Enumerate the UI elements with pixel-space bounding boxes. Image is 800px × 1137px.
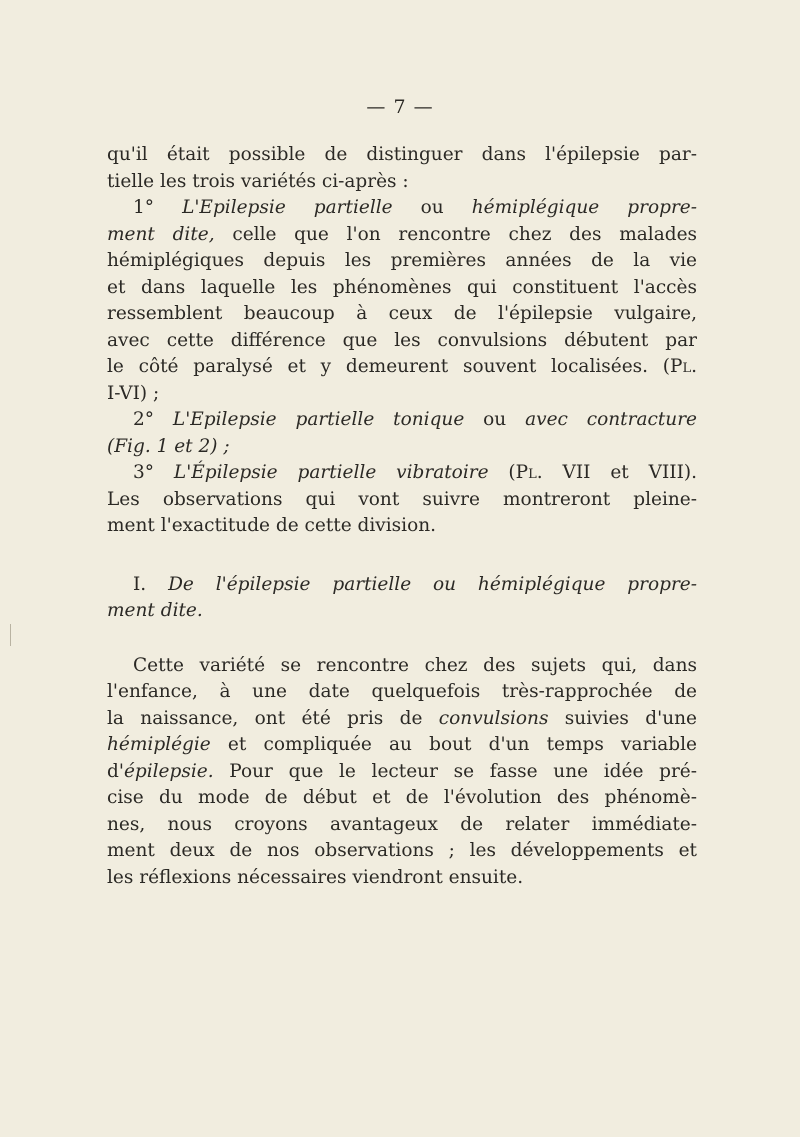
- text-span: ou: [464, 409, 526, 430]
- list-item-1: [107, 195, 697, 222]
- item-number: 2°: [133, 409, 173, 430]
- text-span: le côté paralysé et y demeurent souvent localisées. (: [107, 356, 671, 377]
- section-title: ment dite.: [107, 600, 203, 621]
- text-line: hémiplégiques depuis les premières années de la vie: [107, 250, 697, 271]
- italic-term: convulsions: [438, 707, 549, 729]
- item-number: 3°: [133, 462, 174, 483]
- text-line: [107, 706, 697, 733]
- text-span: suivies d'une: [548, 707, 697, 729]
- text-span: Pour que le lecteur se fasse une idée pré-: [213, 760, 697, 782]
- italic-term: L'Epilepsie partielle: [182, 197, 393, 218]
- text-line: et dans laquelle les phénomènes qui constituent l'accès: [107, 276, 697, 298]
- text-line: les réflexions nécessaires viendront ensuite.: [107, 866, 524, 888]
- plate-ref: Pl.: [515, 462, 543, 483]
- text-span: ou: [392, 197, 472, 218]
- text-span: VII et VIII).: [542, 462, 697, 483]
- text-line: I-VI) ;: [107, 382, 160, 404]
- section-number: I.: [133, 573, 169, 595]
- list-item-3: [107, 460, 697, 487]
- item-number: 1°: [133, 197, 183, 218]
- text-span: d': [107, 760, 124, 782]
- text-span: celle que l'on rencontre chez des malades: [214, 223, 698, 245]
- text-line: Cette variété se rencontre chez des sujets qui, dans: [133, 654, 697, 676]
- figure-ref: (Fig. 1 et 2) ;: [107, 435, 230, 457]
- italic-term: L'Epilepsie partielle tonique: [172, 409, 465, 430]
- italic-term: épilepsie.: [123, 760, 214, 782]
- text-line: tielle les trois variétés ci-après :: [107, 170, 409, 192]
- section-heading: [107, 572, 697, 599]
- text-line: l'enfance, à une date quelquefois très-rapprochée de: [107, 681, 697, 702]
- text-line: qu'il était possible de distinguer dans l'épilepsie par-: [107, 144, 697, 165]
- text-line: ment l'exactitude de cette division.: [107, 515, 437, 536]
- text-line: ressemblent beaucoup à ceux de l'épilepsie vulgaire,: [107, 303, 697, 324]
- text-line: [107, 222, 697, 249]
- text-line: [107, 354, 697, 381]
- section-heading-cont: [107, 598, 697, 625]
- text-span: et compliquée au bout d'un temps variable: [210, 734, 697, 755]
- plate-ref: Pl.: [670, 356, 697, 377]
- text-span: la naissance, ont été pris de: [107, 707, 439, 729]
- text-line: ment deux de nos observations ; les développements et: [107, 840, 697, 861]
- page-text: [107, 142, 697, 891]
- section-title: De l'épilepsie partielle ou hémiplégique propre-: [168, 573, 697, 595]
- text-line: [107, 759, 697, 786]
- italic-term: hémiplégie: [107, 734, 211, 755]
- text-line: [107, 732, 697, 759]
- italic-term: ment dite,: [107, 223, 215, 245]
- text-line: Les observations qui vont suivre montreront pleine-: [107, 488, 697, 510]
- text-span: (: [488, 462, 516, 483]
- text-line: [107, 434, 697, 461]
- margin-mark: [10, 624, 11, 646]
- italic-term: hémiplégique propre-: [471, 197, 697, 218]
- italic-term: avec contracture: [525, 409, 697, 430]
- text-line: avec cette différence que les convulsions débutent par: [107, 329, 697, 351]
- text-line: nes, nous croyons avantageux de relater immédiate-: [107, 813, 697, 835]
- list-item-2: [107, 407, 697, 434]
- italic-term: L'Épilepsie partielle vibratoire: [173, 462, 489, 483]
- page-number: — 7 —: [366, 96, 434, 118]
- text-line: cise du mode de début et de l'évolution des phénomè-: [107, 787, 697, 808]
